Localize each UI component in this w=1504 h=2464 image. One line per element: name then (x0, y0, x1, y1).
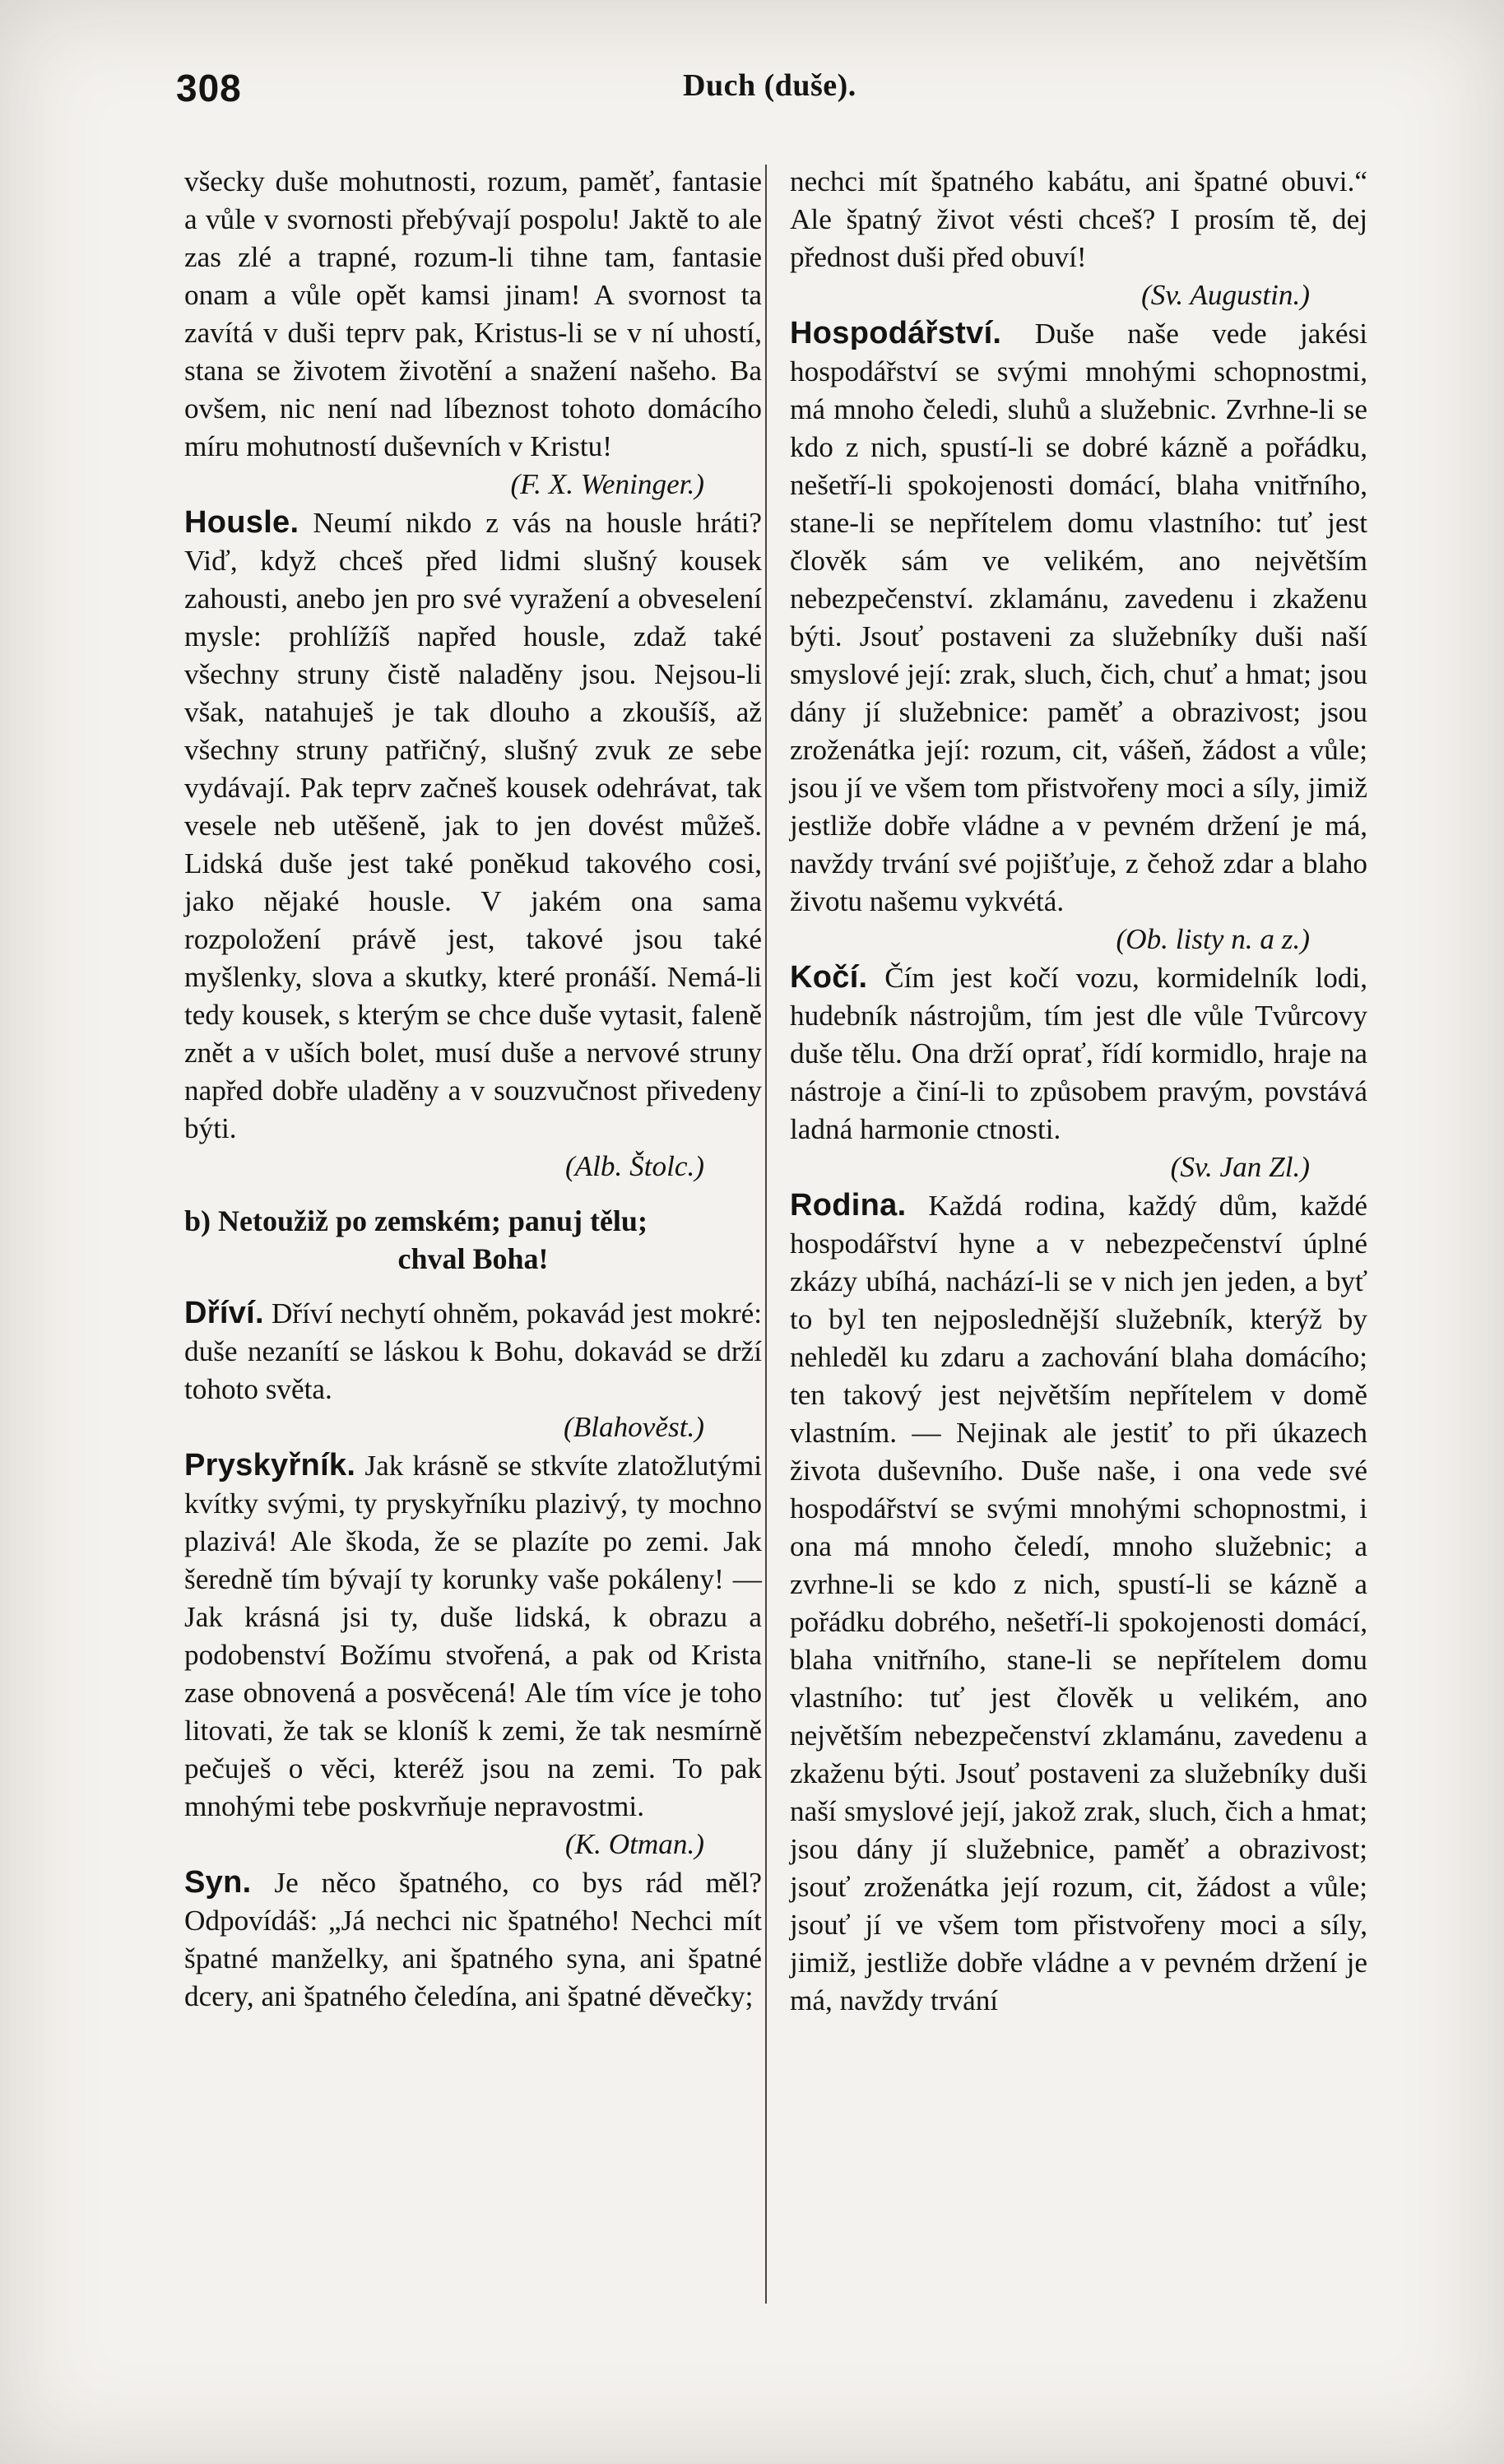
headword-pryskyrnik: Pryskyřník. (184, 1448, 356, 1483)
attribution-ob-listy: (Ob. listy n. a z.) (1116, 923, 1310, 955)
entry-koci-text: Čím jest kočí vozu, kormidelník lodi, hudebník nástrojům, tím jest dle vůle Tvůrcovy duše tělu. Ona drží oprať, řídí kormidlo, hraje na nástroje a činí-li to způsobem pravým, povstává ladná harmonie ctnosti. (790, 962, 1367, 1145)
attribution-jan-zl: (Sv. Jan Zl.) (1170, 1151, 1310, 1183)
attribution-otman: (K. Otman.) (564, 1828, 704, 1860)
entry-hospodarstvi (790, 314, 1367, 958)
entry-koci (790, 958, 1367, 1186)
section-heading-b (184, 1202, 762, 1278)
page-number: 308 (176, 67, 242, 109)
section-heading-line2: chval Boha! (397, 1242, 549, 1275)
headword-rodina: Rodina. (790, 1188, 907, 1223)
page-header (0, 59, 1504, 117)
entry-rodina-text: Každá rodina, každý dům, každé hospodářství hyne a v nebezpečenství úplné zkázy ubíhá, nachází-li se v nich jen jeden, a byť to byl ten nejposlednější služebník, kterýž by nehleděl ku zdaru a zachování blaha domácího; ten takový jest největším nepřítelem v domě vlastním. — Nejinak ale jestiť to při úkazech života duševního. Duše naše, i ona vede své hospodářství se svými mnohými schopnostmi, i ona má mnoho čeledí, mnoho služebnic; a zvrhne-li se kdo z nich, spustí-li se kázně a pořádku dobrého, nešetří-li spokojenosti domácí, blaha vnitřního, stane-li se nepřítelem domu vlastního: tuť jest člověk u velikém, ano největším nebezpečenství zklamánu, zavedenu a zkaženu býti. Jsouť postaveni za služebníky duši naší smyslové její, jakož zrak, sluch, čich a hmat; jsou dány jí služebnice, paměť a obrazivost; jsouť zroženátka její rozum, cit, žádost a vůle; jsouť jí ve všem tom přistvořeny moci a síly, jimiž, jestliže dobře vládne a v pevném držení je má, navždy trvání (790, 1190, 1367, 2016)
entry-pryskyrnik (184, 1446, 762, 1863)
entry-syn-text: Je něco špatného, co bys rád měl? Odpovídáš: „Já nechci nic špatného! Nechci mít špatné manželky, ani špatného syna, ani špatné dcery, ani špatného čeledína, ani špatné děvečky; (184, 1867, 762, 2012)
entry-drivi-text: Dříví nechytí ohněm, pokavád jest mokré: duše nezanítí se láskou k Bohu, dokavád se drží tohoto světa. (184, 1297, 762, 1405)
headword-koci: Kočí. (790, 960, 868, 995)
entry-housle (184, 503, 762, 1186)
right-column (790, 163, 1367, 2020)
attribution-blahovest: (Blahověst.) (564, 1411, 704, 1443)
paragraph-continued (184, 163, 762, 503)
column-divider (765, 165, 767, 2304)
running-title: Duch (duše). (683, 68, 856, 103)
headword-housle: Housle. (184, 505, 299, 540)
entry-hospodarstvi-text: Duše naše vede jakési hospodářství se svými mnohými schopnostmi, má mnoho čeledi, sluhů a služebnic. Zvrhne-li se kdo z nich, spustí-li se dobré kázně a pořádku, nešetří-li spokojenosti domácí, blaha vnitřního, stane-li se nepřítelem domu vlastního: tuť jest člověk sám ve velikém, ano největším nebezpečenství. zklamánu, zavedenu i zkaženu býti. Jsouť postaveni za služebníky duši naší smyslové její: zrak, sluch, čich, chuť a hmat; jsou dány jí služebnice: paměť a obrazivost; jsou zroženátka její: rozum, cit, vášeň, žádost a vůle; jsou jí ve všem tom přistvořeny moci a síly, jimiž jestliže dobře vládne a v pevném držení je má, navždy trvání své pojišťuje, z čehož zdar a blaho životu našemu vykvétá. (790, 318, 1367, 917)
attribution-augustin: (Sv. Augustin.) (1141, 279, 1310, 311)
entry-drivi (184, 1294, 762, 1446)
entry-pryskyrnik-text: Jak krásně se stkvíte zlatožlutými kvítky svými, ty pryskyřníku plazivý, ty mochno plazivá! Ale škoda, že se plazíte po zemi. Jak šeredně tím bývají ty korunky vaše pokáleny! — Jak krásná jsi ty, duše lidská, k obrazu a podobenství Božímu stvořená, a pak od Krista zase obnovená a posvěcená! Ale tím více je toho litovati, že tak se kloníš k zemi, že tak nesmírně pečuješ o věci, kteréž jsou na zemi. To pak mnohými tebe poskvrňuje nepravostmi. (184, 1450, 762, 1822)
entry-rodina (790, 1186, 1367, 2020)
headword-drivi: Dříví. (184, 1296, 264, 1330)
headword-hospodarstvi: Hospodářství. (790, 316, 1002, 350)
paragraph-syn-continued (790, 163, 1367, 314)
headword-syn: Syn. (184, 1865, 252, 1900)
attribution-stolc: (Alb. Štolc.) (564, 1150, 704, 1182)
paragraph-text: všecky duše mohutnosti, rozum, paměť, fantasie a vůle v svornosti přebývají pospolu! Jaktě to ale zas zlé a trapné, rozum-li tihne tam, fantasie onam a vůle opět kamsi jinam! A svornost ta zavítá v duši teprv pak, Kristus-li se v ní uhostí, stana se životem životění a snažení našeho. Ba ovšem, nic není nad líbeznost tohoto domácího míru mohutností duševních v Kristu! (184, 165, 762, 462)
entry-syn (184, 1863, 762, 2016)
entry-housle-text: Neumí nikdo z vás na housle hráti? Viď, když chceš před lidmi slušný kousek zahousti, anebo jen pro své vyražení a obveselení mysle: prohlížíš napřed housle, zdaž také všechny struny čistě naladěny jsou. Nejsou-li však, natahuješ je tak dlouho a zkoušíš, až všechny struny patřičný, slušný zvuk ze sebe vydávají. Pak teprv začneš kousek odehrávat, tak vesele neb utěšeně, jak to jen dovést můžeš. Lidská duše jest také poněkud takového cosi, jako nějaké housle. V jakém ona sama rozpoložení právě jest, takové jsou také myšlenky, slova a skutky, které pronáší. Nemá-li tedy kousek, s kterým se chce duše vytasit, faleně znět a v uších bolet, musí duše a nervové struny napřed dobře uladěny a v souzvučnost přivedeny býti. (184, 507, 763, 1144)
section-heading-line1: b) Netoužiž po zemském; panuj tělu; (184, 1204, 648, 1237)
paragraph-text: nechci mít špatného kabátu, ani špatné obuvi.“ Ale špatný život vésti chceš? I prosím tě, dej přednost duši před obuví! (790, 165, 1367, 273)
attribution-weninger: (F. X. Weninger.) (510, 468, 704, 500)
left-column (184, 163, 762, 2016)
